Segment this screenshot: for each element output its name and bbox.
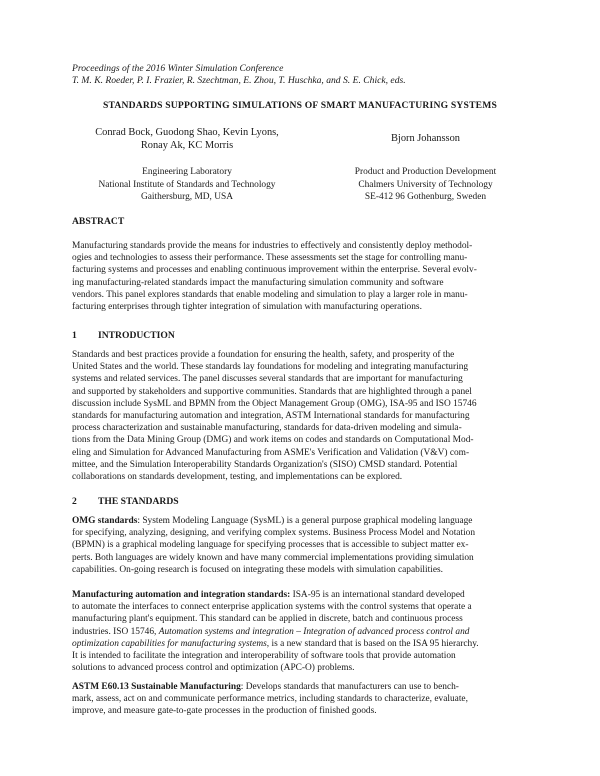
text-line: manufacturing plant's equipment. This standard can be applied in discrete, batch and continuous process: [72, 614, 463, 625]
proceedings-header: [72, 63, 542, 87]
author-line: Conrad Bock, Guodong Shao, Kevin Lyons,: [95, 127, 279, 138]
text-line: [72, 515, 528, 527]
omg-standards-paragraph: [72, 515, 528, 576]
text-fragment: , is a new standard that is based on the ISA 95 hierarchy.: [266, 638, 479, 649]
text-line: for specifying, analyzing, designing, and verifying complex systems. Business Process Model and Notation: [72, 528, 476, 539]
authors-left: [72, 126, 302, 152]
text-line: solutions to advanced process control and optimization (APC-O) problems.: [72, 663, 355, 674]
automation-label: Manufacturing automation and integration standards:: [72, 590, 291, 600]
text-line: (BPMN) is a graphical modeling language for specifying processes that is accessible to subject matter ex-: [72, 540, 469, 551]
text-line: eling and Simulation for Advanced Manufacturing from ASME's Verification and Validation (V&V) com-: [72, 447, 470, 458]
text-line: [72, 626, 528, 638]
section-number: 1: [72, 330, 77, 341]
text-line: facturing systems and processes and enabling continuous improvement within the enterprise. Several evolv-: [72, 265, 477, 276]
text-line: Standards and best practices provide a foundation for ensuring the health, safety, and prosperity of the: [72, 350, 455, 360]
author-line: Ronay Ak, KC Morris: [140, 140, 234, 151]
text-line: tions from the Data Mining Group (DMG) and work items on codes and standards on Computational Mod-: [72, 435, 474, 446]
abstract-text: [72, 240, 528, 313]
text-line: and supported by stakeholders and supportive communities. Standards that are highlighted through a panel: [72, 386, 472, 397]
astm-standards-paragraph: [72, 681, 528, 718]
astm-label: ASTM E60.13 Sustainable Manufacturing: [72, 682, 241, 692]
text-line: Manufacturing standards provide the means for industries to effectively and consistently deploy methodol-: [72, 241, 473, 251]
paper-title: STANDARDS SUPPORTING SIMULATIONS OF SMART MANUFACTURING SYSTEMS: [102, 100, 498, 111]
text-line: discussion include SysML and BPMN from the Object Management Group (OMG), ISA-95 and ISO 15746: [72, 398, 477, 409]
section-title: INTRODUCTION: [98, 330, 175, 341]
text-line: capabilities. On-going research is focused on integrating these models with simulation capabilities.: [72, 564, 443, 575]
text-fragment: : System Modeling Language (SysML) is a general purpose graphical modeling language: [137, 516, 473, 526]
iso-title-italic: Automation systems and integration – Integration of advanced process control and: [158, 626, 470, 637]
text-fragment: ISA-95 is an international standard developed: [290, 590, 465, 600]
editors-line: T. M. K. Roeder, P. I. Frazier, R. Szechtman, E. Zhou, T. Huschka, and S. E. Chick, eds.: [72, 75, 406, 86]
text-line: process characterization and sustainable manufacturing, standards for data-driven modeling and simula-: [72, 423, 462, 434]
affiliation-left: [72, 166, 302, 204]
affiliation-line: Product and Production Development: [354, 167, 497, 177]
text-line: ogies and technologies to assess their performance. These assessments set the stage for controlling manu-: [72, 253, 468, 264]
text-line: collaborations on standards development, testing, and implementations can be explored.: [72, 472, 403, 483]
text-line: facturing enterprises through tighter integration of simulation with manufacturing operations.: [72, 302, 422, 313]
section-1-heading: [72, 330, 175, 341]
proceedings-line: Proceedings of the 2016 Winter Simulation Conference: [72, 63, 284, 74]
text-line: United States and the world. These standards lay foundations for modeling and integrating manufacturing: [72, 362, 469, 373]
text-line: to automate the interfaces to connect enterprise application systems with the control systems that operate a: [72, 602, 472, 613]
affiliation-line: SE-412 96 Gothenburg, Sweden: [364, 192, 487, 202]
text-line: improve, and measure gate-to-gate processes in the production of finished goods.: [72, 706, 377, 717]
omg-label: OMG standards: [72, 516, 138, 526]
introduction-text: [72, 349, 528, 483]
affiliation-line: Engineering Laboratory: [142, 167, 232, 177]
affiliation-line: Gaithersburg, MD, USA: [140, 192, 233, 202]
affiliation-line: National Institute of Standards and Technology: [98, 179, 276, 190]
text-line: [72, 638, 528, 650]
text-fragment: industries. ISO 15746,: [72, 626, 159, 637]
text-line: mark, assess, act on and communicate performance metrics, including standards to characterize, evaluate,: [72, 694, 468, 705]
automation-standards-paragraph: [72, 589, 528, 674]
section-title: THE STANDARDS: [98, 496, 179, 507]
text-line: ing manufacturing-related standards impact the manufacturing simulation community and software: [72, 277, 444, 288]
section-2-heading: [72, 496, 179, 507]
author-right: Bjorn Johansson: [391, 133, 460, 144]
text-line: [72, 681, 528, 693]
iso-title-italic: optimization capabilities for manufacturing systems: [72, 638, 267, 649]
text-line: It is intended to facilitate the integration and interoperability of software tools that provide automation: [72, 651, 456, 662]
affiliation-right: [318, 166, 533, 204]
abstract-heading: ABSTRACT: [72, 216, 125, 227]
text-line: perts. Both languages are widely known and have many commercial implementations providing simulation: [72, 552, 474, 563]
affiliation-line: Chalmers University of Technology: [358, 179, 493, 190]
section-number: 2: [72, 496, 77, 507]
text-line: standards for manufacturing automation and integration, ASTM International standards for manufacturing: [72, 411, 470, 422]
text-line: vendors. This panel explores standards that enable modeling and simulation to play a larger role in manu-: [72, 289, 468, 300]
text-line: mittee, and the Simulation Interoperability Standards Organization's (SISO) CMSD standard. Potential: [72, 459, 458, 470]
text-fragment: : Develops standards that manufacturers can use to bench-: [240, 682, 459, 692]
text-line: [72, 589, 528, 601]
text-line: systems and related services. The panel discusses several standards that are important for manufacturing: [72, 374, 463, 385]
